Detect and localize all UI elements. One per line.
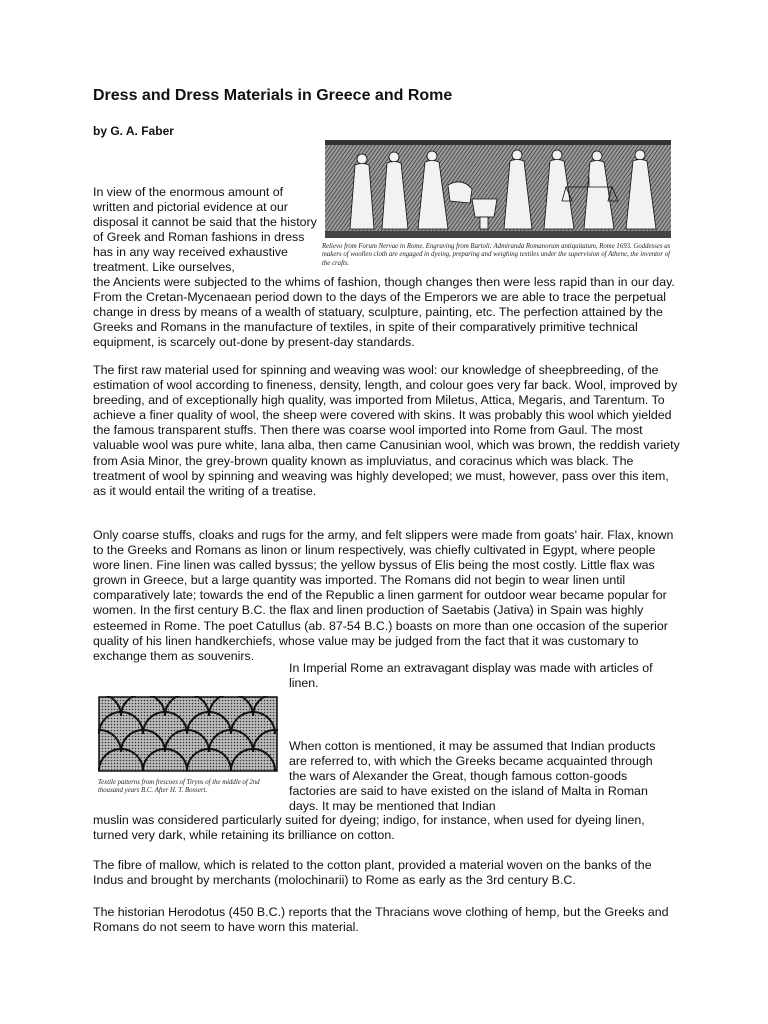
paragraph-linen: Only coarse stuffs, cloaks and rugs for the army, and felt slippers were made from goats' hair. Flax, known to the Greeks and Romans as linon or linum respectively, was chiefly cultivated in Egypt, where people wore linen. Fine linen was called byssus; the yellow byssus of Elis being the most costly. Little flax was grown in Greece, but a large quantity was imported. The Romans did not begin to wear linen until comparatively late; towards the end of the Republic a linen garment for outdoor wear became popular for women. In the first century B.C. the flax and linen production of Saetabis (Jativa) in Spain was highly esteemed in Rome. The poet Catullus (ab. 87-54 B.C.) boasts on more than one occasion of the superior quality of his linen handkerchiefs, whose value may be judged from the fact that it was customary to exchange them as souvenirs. xyxy=(93,528,674,663)
textile-figure xyxy=(98,696,284,798)
page-title: Dress and Dress Materials in Greece and Rome xyxy=(93,87,453,104)
relief-caption: Relievo from Forum Nervae in Rome. Engraving from Bartoli: Admiranda Romanorum antiquitatum, Rome 1693. Goddesses as makers of woollen cloth are engaged in dyeing, preparing and weighing textiles under the supervision of Athene, the inventor of the crafts. xyxy=(322,243,671,267)
textile-caption: Textile patterns from frescoes of Tiryns of the middle of 2nd thousand years B.C. After H. T. Bossert. xyxy=(98,779,260,795)
paragraph-wool: The first raw material used for spinning and weaving was wool: our knowledge of sheepbreeding, of the estimation of wool according to fineness, density, length, and colour goes very far back. Wool, improved by breeding, and of exceptionally high quality, was imported from Miletus, Attica, Megaris, and Tarentum. To achieve a finer quality of wool, the sheep were covered with skins. It was probably this wool which yielded the famous transparent stuffs. Then there was coarse wool imported into Rome from Gaul. The most valuable wool was pure white, lana alba, then came Canusinian wool, which was brown, the reddish variety from Asia Minor, the grey-brown quality known as impluviatus, and coracinus which was black. The treatment of wool by spinning and weaving was highly developed; we must, however, pass over this item, as it would entail the writing of a treatise. xyxy=(93,363,680,498)
paragraph-intro-narrow: In view of the enormous amount of written and pictorial evidence at our disposal it cannot be said that the history of Greek and Roman fashions in dress has in any way received exhaustive treatment. Like ourselves, xyxy=(93,185,317,275)
paragraph-hemp: The historian Herodotus (450 B.C.) reports that the Thracians wove clothing of hemp, but the Greeks and Romans do not seem to have worn this material. xyxy=(93,905,669,935)
relief-engraving-image xyxy=(322,137,674,241)
paragraph-cotton-narrow: When cotton is mentioned, it may be assumed that Indian products are referred to, with which the Greeks became acquainted through the wars of Alexander the Great, though famous cotton-goods factories are said to have existed on the island of Malta in Roman days. It may be mentioned that Indian xyxy=(289,739,656,814)
paragraph-intro-wide: the Ancients were subjected to the whims of fashion, though changes then were less rapid than in our day. From the Cretan-Mycenaean period down to the days of the Emperors we are able to trace the perpetual change in dress by means of a wealth of statuary, sculpture, painting, etc. The perfection attained by the Greeks and Romans in the manufacture of textiles, in spite of their comparatively primitive technical equipment, is scarcely out-done by present-day standards. xyxy=(93,275,675,350)
paragraph-linen-tail: In Imperial Rome an extravagant display was made with articles of linen. xyxy=(289,661,653,691)
relief-figure xyxy=(322,137,674,277)
byline: by G. A. Faber xyxy=(93,124,174,138)
paragraph-cotton-wide: muslin was considered particularly suited for dyeing; indigo, for instance, when used for dyeing linen, turned very dark, while retaining its brilliance on cotton. xyxy=(93,813,645,843)
paragraph-mallow: The fibre of mallow, which is related to the cotton plant, provided a material woven on the banks of the Indus and brought by merchants (molochinarii) to Rome as early as the 3rd century B.C. xyxy=(93,858,652,888)
textile-pattern-image xyxy=(98,696,278,772)
